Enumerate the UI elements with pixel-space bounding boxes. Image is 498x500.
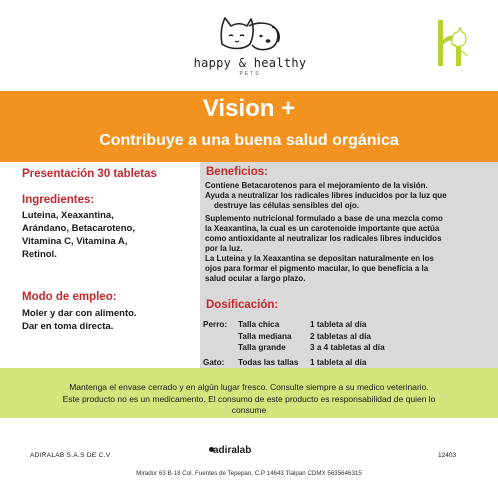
dosage-amount: 1 tableta al día (310, 320, 367, 329)
product-tagline: Contribuye a una buena salud orgánica (99, 132, 399, 149)
benefits-line: Ayuda a neutralizar los radicales libres inducidos por la luz que (205, 191, 447, 200)
notice-line: Este producto no es un medicamento. El consumo de este producto es responsabilidad de quien lo (62, 394, 436, 404)
benefits-line: La Luteina y la Xeaxantina se depositan naturalmente en los (205, 254, 434, 263)
ingredients-line: Vitamina C, Vitamina A, (22, 236, 128, 247)
benefits-line: ojos para formar el pigmento macular, lo que benefícia a la (205, 264, 429, 273)
benefits-line: Suplemento nutricional formulado a base de una mezcla como (205, 214, 443, 223)
right-column (200, 162, 498, 368)
dosage-size: Talla mediana (238, 332, 292, 341)
ingredients-heading: Ingredientes: (22, 194, 95, 206)
benefits-heading: Beneficios: (206, 166, 268, 178)
cat-label: Gato: (203, 358, 225, 367)
usage-line: Moler y dar con alimento. (22, 308, 137, 319)
brand-subtitle: PETS (239, 71, 261, 77)
company-address: Mirador 63 B-18 Col. Fuentes de Tepepan, C.P 14643 Tlalpan CDMX 5635646315 (136, 470, 362, 477)
benefits-line: destruye las células sensibles del ojo. (214, 201, 359, 210)
logo-area (0, 0, 498, 92)
dosage-heading: Dosificación: (206, 299, 279, 311)
h-cat-logo-icon (434, 18, 470, 70)
title-banner (0, 91, 498, 162)
dosage-size: Talla grande (238, 343, 286, 352)
notice-band (0, 368, 498, 418)
benefits-line: la Xeaxantina, la cual es un carotenoide importante que actúa (205, 224, 440, 233)
dog-label: Perro: (203, 320, 228, 329)
brand-name: happy & healthy (193, 56, 307, 70)
product-title: Vision + (202, 95, 296, 122)
dosage-amount: 1 tableta al día (310, 358, 367, 367)
company-name: ADIRALAB S.A.S DE C.V (30, 452, 111, 459)
ingredients-line: Retinol. (22, 249, 57, 260)
left-column (0, 162, 200, 368)
benefits-line: Contiene Betacarotenos para el mejoramiento de la visión. (205, 181, 428, 190)
notice-line: consume (231, 405, 267, 415)
usage-line: Dar en toma directa. (22, 321, 114, 332)
benefits-line: por la luz. (205, 244, 243, 253)
product-code: 12403 (438, 452, 457, 459)
ingredients-line: Luteina, Xeaxantina, (22, 210, 114, 221)
dosage-size: Talla chica (238, 320, 280, 329)
dosage-amount: 2 tabletas al día (310, 332, 371, 341)
usage-heading: Modo de empleo: (22, 291, 117, 303)
notice-line: Mantenga el envase cerrado y en algún lugar fresco. Consulte siempre a su medico veterinario. (69, 382, 429, 392)
dosage-size: Todas las tallas (238, 358, 299, 367)
cat-and-dog-outline-icon (216, 14, 282, 54)
benefits-line: como antioxidante al neutralizar los radicales libres inducidos (205, 234, 442, 243)
presentation-label: Presentación 30 tabletas (22, 168, 157, 180)
footer-brand: adiralab (213, 445, 252, 456)
benefits-line: salud ocular a largo plazo. (205, 274, 306, 283)
dosage-amount: 3 a 4 tabletas al día (310, 343, 385, 352)
ingredients-line: Arándano, Betacaroteno, (22, 223, 135, 234)
